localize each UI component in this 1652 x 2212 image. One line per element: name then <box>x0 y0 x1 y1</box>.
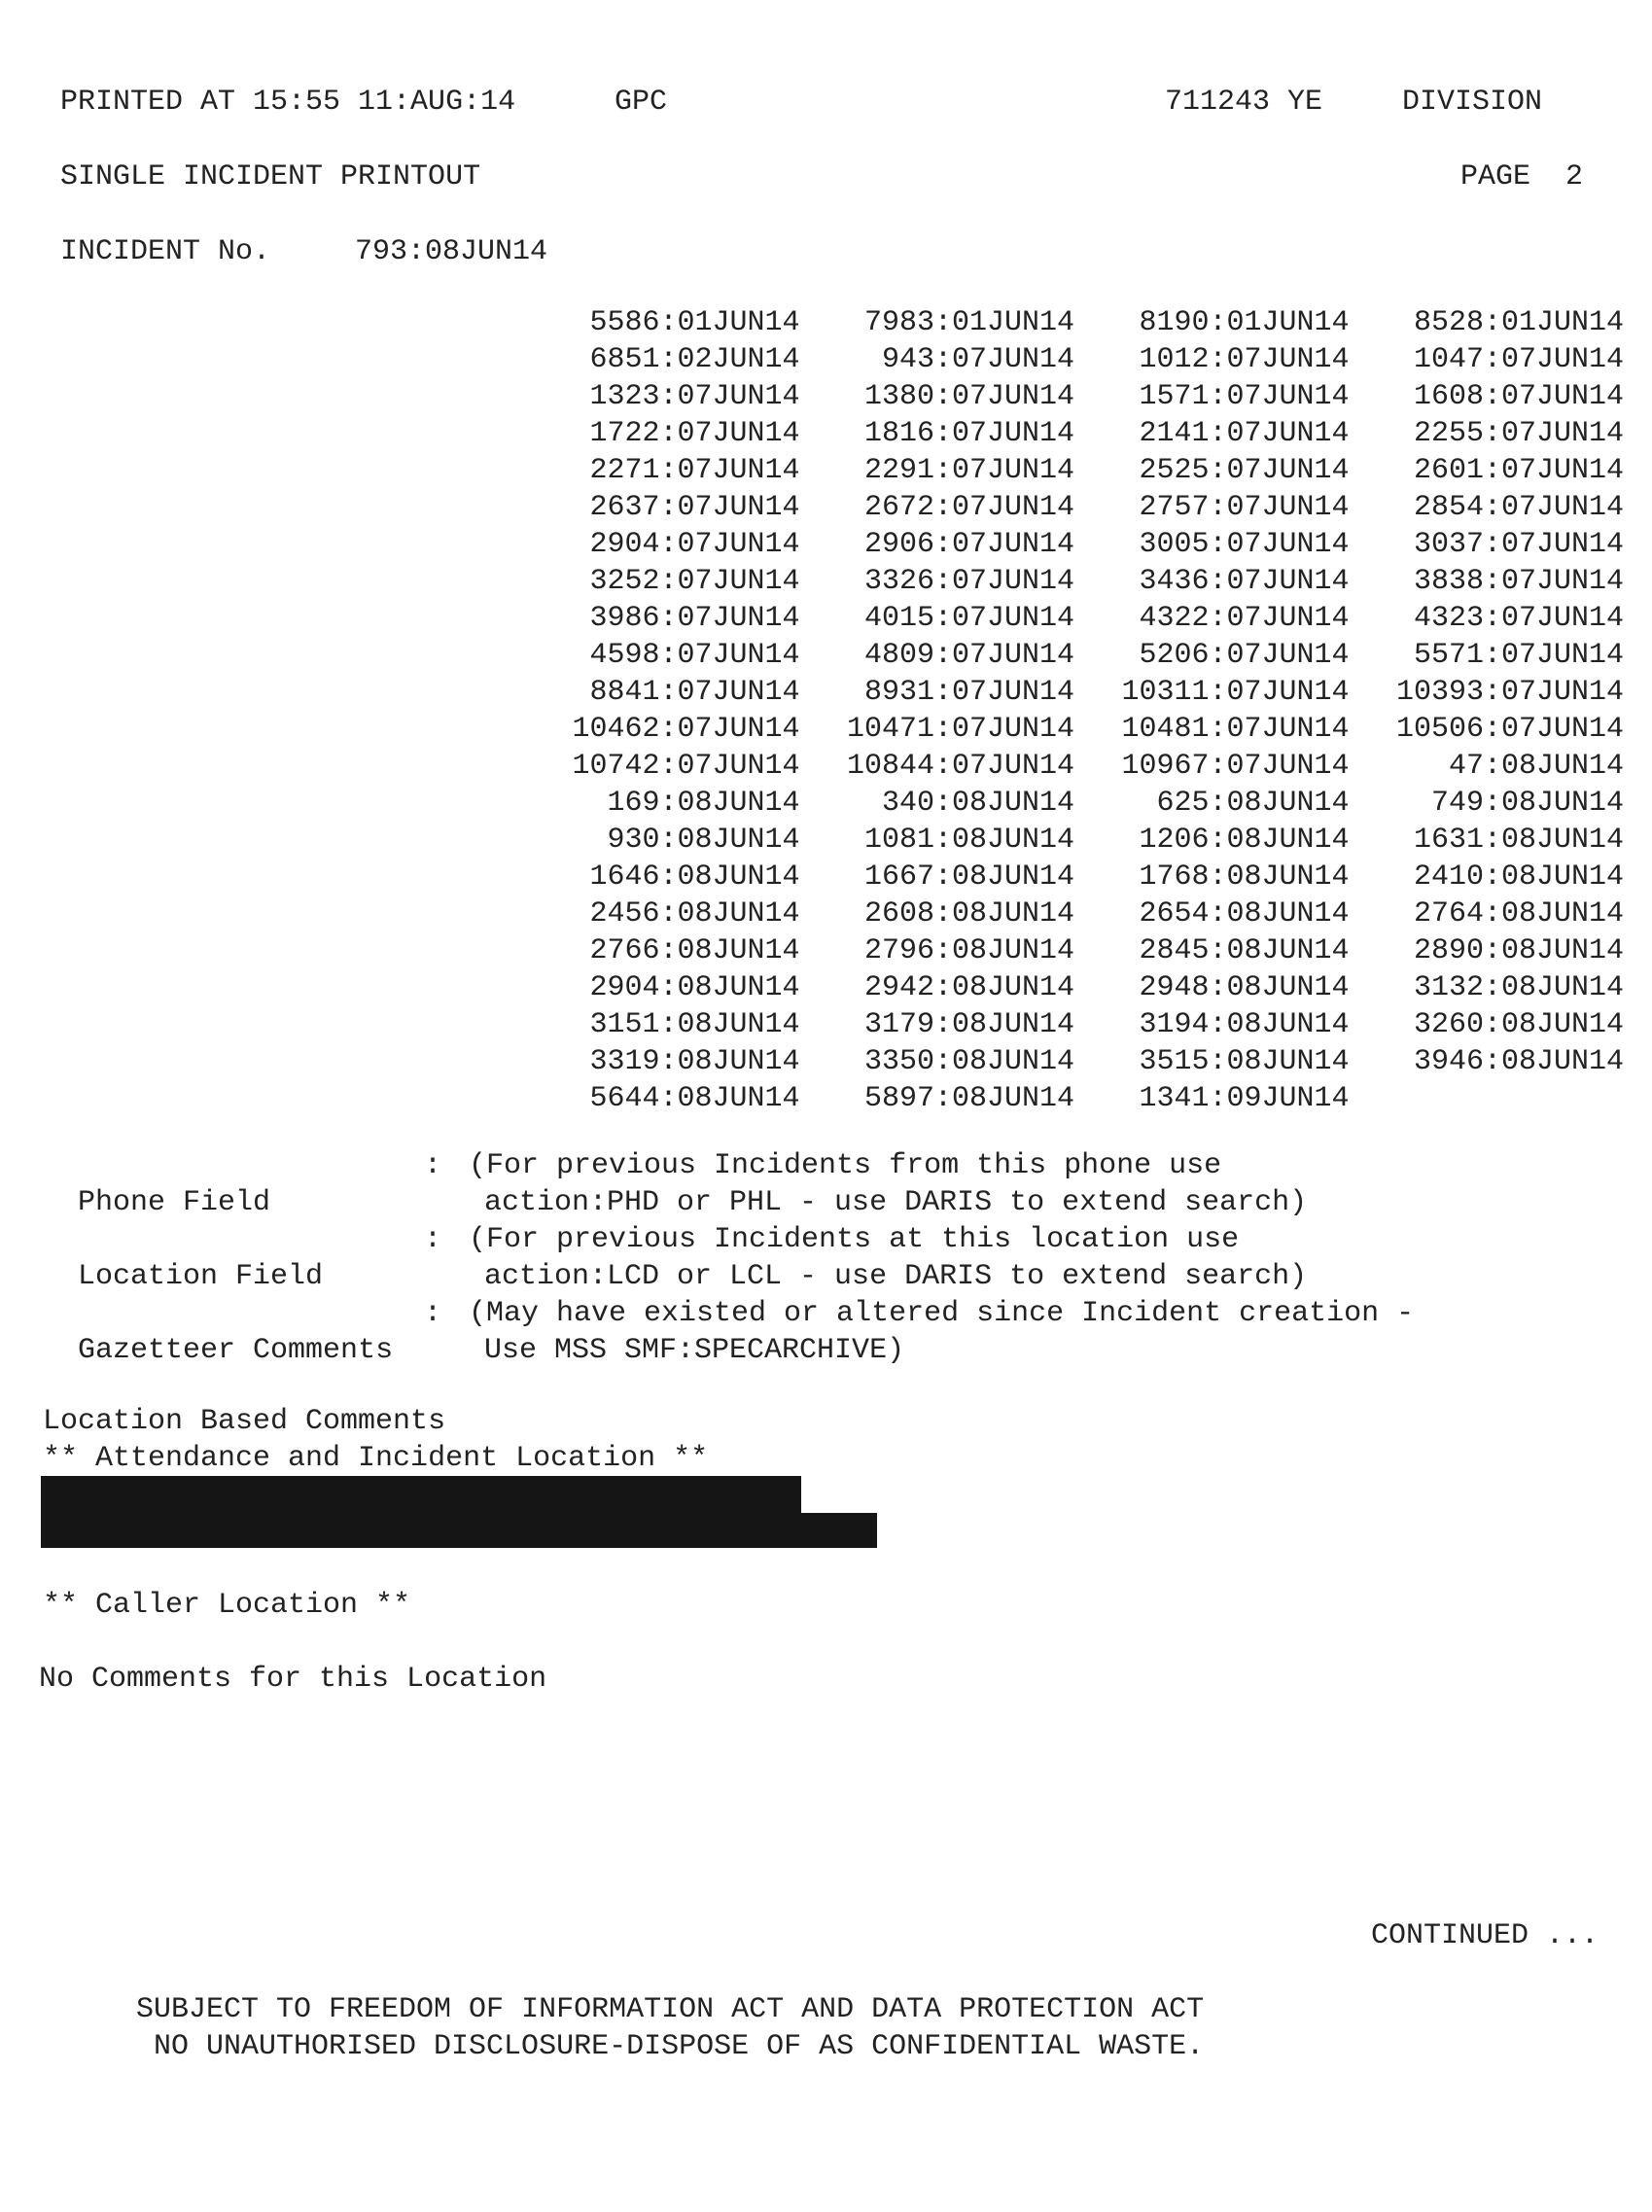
incident-ref-row <box>525 600 1624 637</box>
incident-ref: 4322:07JUN14 <box>1139 602 1350 635</box>
gazetteer-comments-note-line1: (May have existed or altered since Incident creation - <box>469 1297 1415 1330</box>
incident-ref: 8190:01JUN14 <box>1139 306 1350 339</box>
incident-ref: 5206:07JUN14 <box>1139 639 1350 672</box>
incident-ref: 2757:07JUN14 <box>1139 491 1350 524</box>
page-title: SINGLE INCIDENT PRINTOUT <box>60 160 481 193</box>
incident-ref: 10967:07JUN14 <box>1121 750 1350 783</box>
incident-ref: 8528:01JUN14 <box>1413 306 1624 339</box>
incident-ref: 2764:08JUN14 <box>1413 897 1624 930</box>
incident-ref: 5644:08JUN14 <box>589 1082 800 1115</box>
incident-ref: 3005:07JUN14 <box>1139 528 1350 561</box>
incident-ref: 930:08JUN14 <box>607 824 800 857</box>
incident-ref-row <box>525 304 1624 341</box>
incident-ref: 169:08JUN14 <box>607 787 800 820</box>
incident-ref-row <box>525 748 1624 785</box>
incident-ref: 10471:07JUN14 <box>846 713 1074 746</box>
incident-ref: 1631:08JUN14 <box>1413 824 1624 857</box>
incident-ref: 2845:08JUN14 <box>1139 934 1350 967</box>
location-field-note-line1: (For previous Incidents at this location use <box>469 1223 1240 1256</box>
system-code: GPC <box>615 86 668 119</box>
incident-label: INCIDENT No. <box>60 235 271 268</box>
incident-ref: 1047:07JUN14 <box>1413 343 1624 376</box>
related-incidents-grid <box>525 304 1624 1117</box>
incident-ref-row <box>525 822 1624 859</box>
incident-ref: 47:08JUN14 <box>1448 750 1624 783</box>
incident-ref: 3151:08JUN14 <box>589 1008 800 1041</box>
incident-ref-row <box>525 785 1624 822</box>
continued-marker: CONTINUED ... <box>1371 1919 1599 1952</box>
incident-ref: 2796:08JUN14 <box>863 934 1074 967</box>
incident-ref: 1341:09JUN14 <box>1139 1082 1350 1115</box>
incident-ref: 943:07JUN14 <box>881 343 1074 376</box>
incident-ref-row <box>525 489 1624 526</box>
no-comments-text: No Comments for this Location <box>39 1663 547 1696</box>
incident-ref: 10311:07JUN14 <box>1121 676 1350 709</box>
incident-ref-row <box>525 452 1624 489</box>
phone-field-label: Phone Field <box>78 1186 271 1219</box>
printed-at: PRINTED AT 15:55 11:AUG:14 <box>60 86 516 119</box>
incident-ref-row <box>525 1006 1624 1043</box>
incident-ref-row <box>525 1080 1624 1117</box>
incident-ref: 2854:07JUN14 <box>1413 491 1624 524</box>
incident-ref: 3838:07JUN14 <box>1413 565 1624 598</box>
incident-ref: 3986:07JUN14 <box>589 602 800 635</box>
incident-ref: 3260:08JUN14 <box>1413 1008 1624 1041</box>
gazetteer-comments-colon: : <box>424 1297 442 1330</box>
incident-ref: 2948:08JUN14 <box>1139 971 1350 1004</box>
incident-ref: 10393:07JUN14 <box>1395 676 1624 709</box>
phone-field-note-line2: action:PHD or PHL - use DARIS to extend search) <box>484 1186 1308 1219</box>
incident-ref: 2906:07JUN14 <box>863 528 1074 561</box>
incident-ref: 2942:08JUN14 <box>863 971 1074 1004</box>
incident-ref: 3319:08JUN14 <box>589 1045 800 1078</box>
incident-ref: 4809:07JUN14 <box>863 639 1074 672</box>
incident-ref: 2637:07JUN14 <box>589 491 800 524</box>
location-field-label: Location Field <box>78 1260 324 1293</box>
incident-ref: 1380:07JUN14 <box>863 380 1074 413</box>
incident-ref-row <box>525 563 1624 600</box>
incident-ref: 3179:08JUN14 <box>863 1008 1074 1041</box>
incident-ref: 2672:07JUN14 <box>863 491 1074 524</box>
disclosure-notice-line2: NO UNAUTHORISED DISCLOSURE-DISPOSE OF AS CONFIDENTIAL WASTE. <box>154 2030 1205 2063</box>
incident-ref: 1768:08JUN14 <box>1139 860 1350 894</box>
incident-ref: 7983:01JUN14 <box>863 306 1074 339</box>
incident-ref: 2410:08JUN14 <box>1413 860 1624 894</box>
incident-ref: 2255:07JUN14 <box>1413 417 1624 450</box>
location-field-note-line2: action:LCD or LCL - use DARIS to extend search) <box>484 1260 1308 1293</box>
incident-ref: 2904:08JUN14 <box>589 971 800 1004</box>
incident-ref: 3132:08JUN14 <box>1413 971 1624 1004</box>
incident-ref: 4015:07JUN14 <box>863 602 1074 635</box>
incident-ref: 1571:07JUN14 <box>1139 380 1350 413</box>
incident-ref: 10481:07JUN14 <box>1121 713 1350 746</box>
incident-ref: 2456:08JUN14 <box>589 897 800 930</box>
redaction-bar <box>41 1476 801 1515</box>
incident-ref: 3515:08JUN14 <box>1139 1045 1350 1078</box>
incident-ref: 4323:07JUN14 <box>1413 602 1624 635</box>
incident-ref: 10844:07JUN14 <box>846 750 1074 783</box>
incident-ref-row <box>525 1043 1624 1080</box>
phone-field-colon: : <box>424 1149 442 1182</box>
gazetteer-comments-note-line2: Use MSS SMF:SPECARCHIVE) <box>484 1334 905 1367</box>
incident-ref: 2890:08JUN14 <box>1413 934 1624 967</box>
incident-ref: 2141:07JUN14 <box>1139 417 1350 450</box>
incident-ref: 3326:07JUN14 <box>863 565 1074 598</box>
incident-ref: 1722:07JUN14 <box>589 417 800 450</box>
incident-ref-row <box>525 637 1624 674</box>
incident-ref: 1081:08JUN14 <box>863 824 1074 857</box>
incident-ref: 2654:08JUN14 <box>1139 897 1350 930</box>
incident-ref: 10506:07JUN14 <box>1395 713 1624 746</box>
incident-ref: 5571:07JUN14 <box>1413 639 1624 672</box>
incident-ref-row <box>525 859 1624 895</box>
incident-ref: 1608:07JUN14 <box>1413 380 1624 413</box>
phone-field-note-line1: (For previous Incidents from this phone use <box>469 1149 1222 1182</box>
incident-ref: 3436:07JUN14 <box>1139 565 1350 598</box>
incident-ref: 1667:08JUN14 <box>863 860 1074 894</box>
location-comments-heading: Location Based Comments <box>43 1405 446 1438</box>
incident-ref: 2291:07JUN14 <box>863 454 1074 487</box>
incident-ref-row <box>525 341 1624 378</box>
incident-number: 793:08JUN14 <box>355 235 548 268</box>
incident-ref: 6851:02JUN14 <box>589 343 800 376</box>
attendance-location-heading: ** Attendance and Incident Location ** <box>43 1442 709 1475</box>
incident-ref: 2601:07JUN14 <box>1413 454 1624 487</box>
incident-ref: 8931:07JUN14 <box>863 676 1074 709</box>
incident-ref: 3037:07JUN14 <box>1413 528 1624 561</box>
incident-ref: 1646:08JUN14 <box>589 860 800 894</box>
incident-ref: 2904:07JUN14 <box>589 528 800 561</box>
incident-ref: 2608:08JUN14 <box>863 897 1074 930</box>
incident-ref: 625:08JUN14 <box>1156 787 1350 820</box>
incident-ref: 1206:08JUN14 <box>1139 824 1350 857</box>
incident-ref: 2271:07JUN14 <box>589 454 800 487</box>
incident-ref: 3946:08JUN14 <box>1413 1045 1624 1078</box>
incident-ref: 3252:07JUN14 <box>589 565 800 598</box>
incident-ref: 5586:01JUN14 <box>589 306 800 339</box>
incident-ref: 3194:08JUN14 <box>1139 1008 1350 1041</box>
incident-ref: 10742:07JUN14 <box>572 750 800 783</box>
division-label: DIVISION <box>1402 86 1543 119</box>
incident-ref-row <box>525 378 1624 415</box>
incident-ref: 340:08JUN14 <box>881 787 1074 820</box>
incident-ref-row <box>525 969 1624 1006</box>
incident-ref: 749:08JUN14 <box>1430 787 1624 820</box>
disclosure-notice-line1: SUBJECT TO FREEDOM OF INFORMATION ACT AND DATA PROTECTION ACT <box>136 1993 1205 2026</box>
gazetteer-comments-label: Gazetteer Comments <box>78 1334 394 1367</box>
incident-ref: 5897:08JUN14 <box>863 1082 1074 1115</box>
incident-ref-row <box>525 895 1624 932</box>
incident-ref <box>1350 1080 1625 1117</box>
caller-location-heading: ** Caller Location ** <box>43 1589 411 1622</box>
incident-ref: 1012:07JUN14 <box>1139 343 1350 376</box>
incident-ref: 1816:07JUN14 <box>863 417 1074 450</box>
incident-ref: 8841:07JUN14 <box>589 676 800 709</box>
incident-ref-row <box>525 711 1624 748</box>
incident-ref: 4598:07JUN14 <box>589 639 800 672</box>
redaction-bar <box>41 1513 877 1548</box>
incident-ref: 2766:08JUN14 <box>589 934 800 967</box>
page-number: PAGE 2 <box>1460 160 1584 193</box>
location-field-colon: : <box>424 1223 442 1256</box>
reference-code: 711243 YE <box>1165 86 1323 119</box>
incident-ref-row <box>525 932 1624 969</box>
incident-ref: 1323:07JUN14 <box>589 380 800 413</box>
incident-ref: 2525:07JUN14 <box>1139 454 1350 487</box>
incident-ref-row <box>525 415 1624 452</box>
incident-ref: 10462:07JUN14 <box>572 713 800 746</box>
incident-ref: 3350:08JUN14 <box>863 1045 1074 1078</box>
incident-ref-row <box>525 674 1624 711</box>
incident-ref-row <box>525 526 1624 563</box>
